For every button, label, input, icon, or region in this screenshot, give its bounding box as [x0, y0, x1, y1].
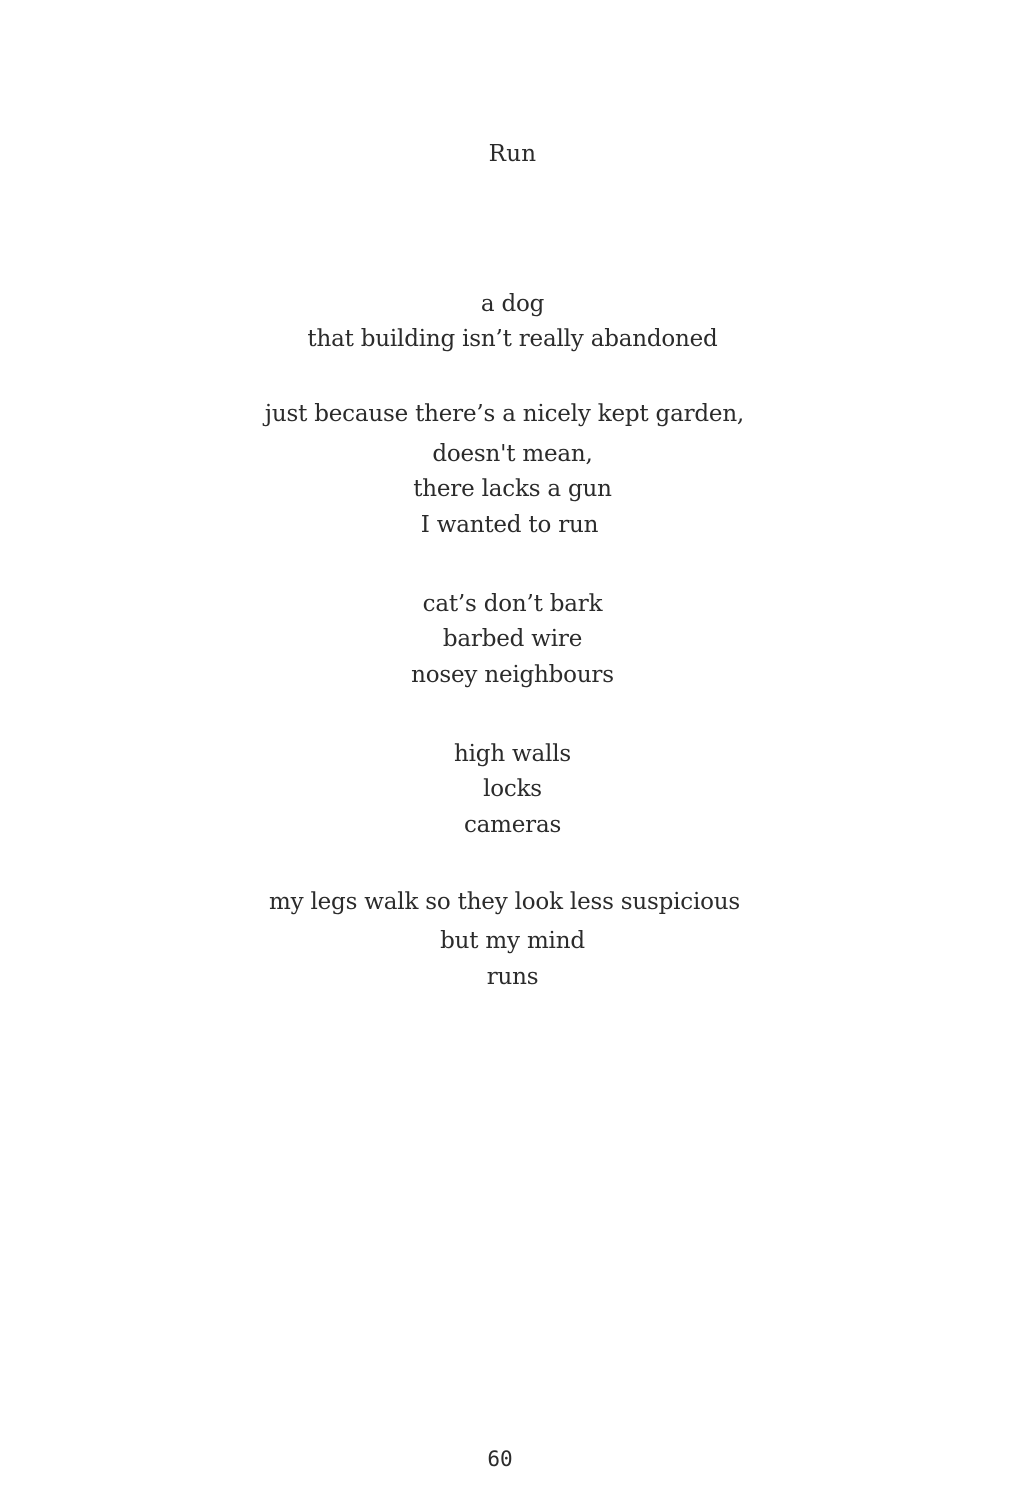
poem-line: runs [486, 964, 539, 990]
poem-line: there lacks a gun [413, 476, 612, 502]
page-number: 60 [487, 1447, 513, 1471]
poem-line: I wanted to run [420, 512, 599, 538]
poem-line: cat’s don’t bark [422, 591, 603, 617]
poem-line: a dog [480, 291, 545, 317]
poem-title: Run [488, 141, 537, 167]
poem-line: nosey neighbours [411, 662, 614, 688]
poem-line: just because there’s a nicely kept garden, [264, 401, 745, 427]
poem-line: high walls [454, 741, 571, 767]
poem-line: barbed wire [442, 626, 583, 652]
poem-line: that building isn’t really abandoned [307, 326, 718, 352]
poem-line: locks [483, 776, 542, 802]
poem-line: my legs walk so they look less suspicious [268, 889, 741, 915]
poem-line: but my mind [440, 928, 585, 954]
poem-line: cameras [463, 812, 562, 838]
poem-line: doesn't mean, [432, 441, 593, 467]
